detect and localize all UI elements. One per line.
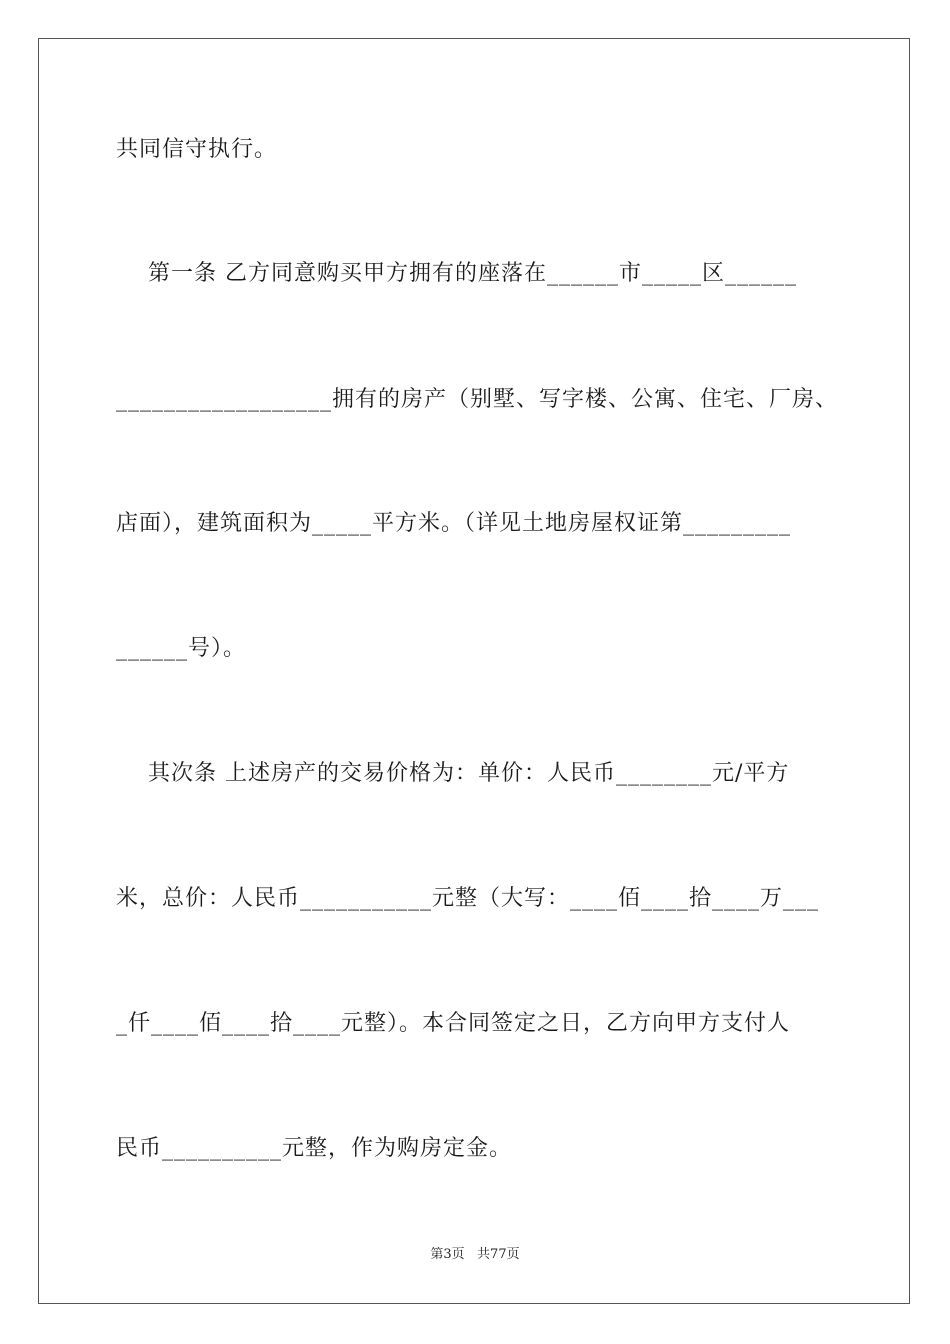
text-line: 其次条 上述房产的交易价格为：单价：人民币________元/平方 — [116, 761, 790, 786]
text-line: _仟____佰____拾____元整）。本合同签定之日，乙方向甲方支付人 — [116, 1011, 791, 1036]
text-line: 共同信守执行。 — [116, 137, 278, 162]
text-line: __________________拥有的房产（别墅、写字楼、公寓、住宅、厂房、 — [116, 387, 839, 412]
text-line: ______号）。 — [116, 636, 247, 661]
text-line: 第一条 乙方同意购买甲方拥有的座落在______市_____区______ — [116, 261, 797, 286]
text-line: 民币__________元整，作为购房定金。 — [116, 1136, 513, 1161]
page-number-footer: 第3页 共77页 — [430, 1247, 520, 1262]
text-line: 店面），建筑面积为_____平方米。（详见土地房屋权证第_________ — [116, 511, 792, 536]
page-border — [38, 38, 910, 1304]
text-line: 米，总价：人民币___________元整（大写：____佰____拾____万___ — [116, 886, 820, 911]
